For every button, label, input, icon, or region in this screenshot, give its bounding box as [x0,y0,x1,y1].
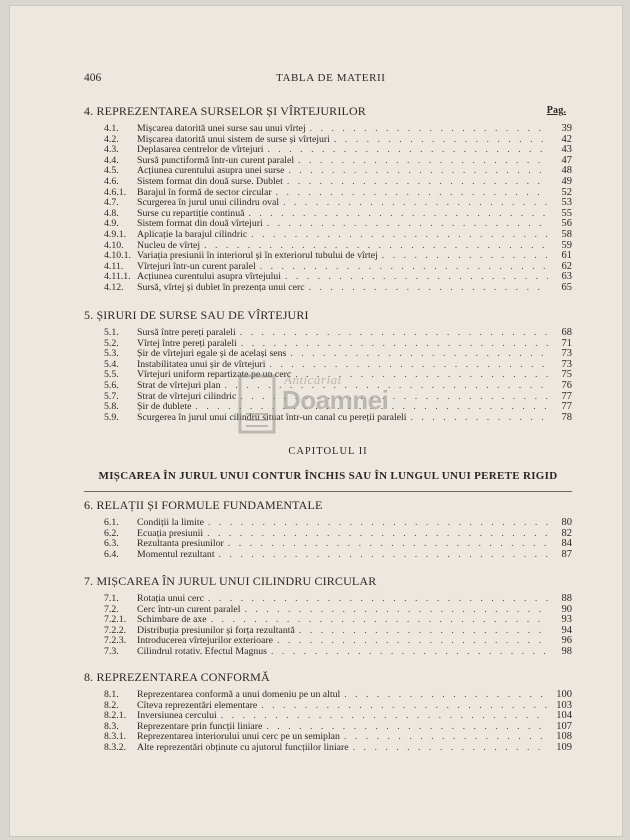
entry-number: 4.4. [104,154,119,166]
entry-page-number: 80 [561,517,572,528]
watermark [238,372,398,442]
entry-page-number: 77 [561,390,572,402]
entry-title: Șir de vîrtejuri egale și de același sens [137,348,287,360]
entry-title: Reprezentare prin funcții liniare [137,720,263,732]
dot-leader [285,272,548,283]
entry-number: 6.3. [104,538,119,550]
dot-leader [309,283,548,294]
entry-page-number: 71 [561,337,572,349]
entry-title: Rezultanta presiunilor [137,538,224,550]
entry-page-number: 109 [556,741,572,753]
toc-entry [104,518,572,529]
entry-page-number: 73 [561,358,572,370]
entry-page-number: 88 [561,593,572,604]
entry-page-number: 65 [561,281,572,293]
dot-leader [290,349,548,360]
dot-leader [241,339,548,350]
toc-entry-list [84,690,572,754]
entry-title: Introducerea vîrtejurilor exterioare [137,635,273,647]
toc-section-4 [84,104,572,294]
dot-leader [244,605,548,616]
chapter-title: MIȘCAREA ÎN JURUL UNUI CONTUR ÎNCHIS SAU ÎN LUNGUL UNUI PERETE RIGID [98,470,558,482]
entry-title: Vîrtejuri uniform repartizate pe un cerc [137,369,292,381]
toc-entry [104,283,572,294]
section-title [84,574,572,590]
entry-title: Strat de vîrtejuri cilindric [137,390,237,402]
entry-page-number: 100 [556,689,572,700]
section-title-text: 8. REPREZENTAREA CONFORMĂ [84,670,270,684]
dot-leader [298,156,548,167]
dot-leader [344,732,548,743]
entry-number: 5.1. [104,327,119,338]
toc-entry [104,594,572,605]
entry-number: 5.6. [104,379,119,391]
pag-column-label: Pag. [546,105,566,116]
entry-page-number: 63 [561,271,572,283]
entry-page-number: 56 [561,218,572,230]
section-title-text: 7. MIȘCAREA ÎN JURUL UNUI CILINDRU CIRCULAR [84,574,377,588]
entry-title: Vîrtej între pereți paraleli [137,337,237,349]
entry-number: 7.2.1. [104,614,127,626]
section-title [84,104,572,120]
section-title [84,308,572,324]
entry-number: 5.3. [104,348,119,360]
entry-number: 8.3. [104,720,119,732]
entry-page-number: 75 [561,369,572,381]
dot-leader [334,135,548,146]
entry-number: 5.2. [104,337,119,349]
section-title [84,670,572,686]
entry-number: 8.2. [104,699,119,711]
entry-page-number: 43 [561,144,572,156]
entry-number: 7.3. [104,645,119,657]
entry-page-number: 108 [556,731,572,743]
entry-page-number: 107 [556,720,572,732]
entry-number: 4.11. [104,260,124,272]
toc-entry-list [84,124,572,294]
dot-leader [277,636,548,647]
entry-number: 4.10. [104,239,124,251]
dot-leader [310,124,548,135]
entry-title: Acțiunea curentului asupra vîrtejului [137,271,281,283]
entry-title: Condiții la limite [137,517,204,528]
section-title-text: 5. ȘIRURI DE SURSE SAU DE VÎRTEJURI [84,308,309,322]
entry-page-number: 73 [561,348,572,360]
dot-leader [267,145,548,156]
entry-page-number: 53 [561,197,572,209]
entry-page-number: 61 [561,250,572,262]
entry-page-number: 84 [561,538,572,550]
dot-leader [221,711,548,722]
entry-title: Reprezentarea conformă a unui domeniu pe un altul [137,689,341,700]
entry-title: Cilindrul rotativ. Efectul Magnus [137,645,267,657]
entry-title: Scurgerea în jurul unui cilindru situat într-un canal cu pereții paraleli [137,411,407,423]
entry-page-number: 39 [561,123,572,134]
dot-leader [269,360,548,371]
entry-number: 4.5. [104,165,119,177]
entry-page-number: 55 [561,207,572,219]
entry-title: Aplicație la barajul cilindric [137,228,248,240]
entry-page-number: 98 [561,645,572,657]
entry-title: Variația presiunii în interiorul și în exteriorul tubului de vîrtej [137,250,378,262]
toc-section-8 [84,670,572,754]
watermark-book-icon [238,372,278,436]
entry-title: Cîteva reprezentări elementare [137,699,258,711]
dot-leader [299,626,548,637]
dot-leader [228,539,548,550]
entry-title: Nucleu de vîrtej [137,239,201,251]
entry-number: 4.6. [104,175,119,187]
chapter-label: CAPITOLUL II [288,446,368,457]
dot-leader [251,230,548,241]
entry-number: 6.2. [104,527,119,539]
toc-entry [104,550,572,561]
entry-page-number: 58 [561,228,572,240]
entry-number: 5.5. [104,369,119,381]
entry-number: 5.8. [104,401,119,413]
entry-title: Ecuația presiunii [137,527,204,539]
entry-page-number: 68 [561,327,572,338]
entry-title: Vîrtejuri într-un curent paralel [137,260,256,272]
entry-page-number: 42 [561,133,572,145]
toc-section-7 [84,574,572,658]
dot-leader [271,647,548,658]
dot-leader [382,251,548,262]
toc-entry [104,230,572,241]
entry-title: Deplasarea centrelor de vîrtejuri [137,144,264,156]
entry-number: 4.1. [104,123,119,134]
dot-leader [267,219,548,230]
entry-title: Momentul rezultant [137,548,215,560]
entry-title: Sistem format din două vîrtejuri [137,218,263,230]
entry-number: 8.3.1. [104,731,127,743]
toc-entry [104,124,572,135]
entry-title: Sursă, vîrtej și dublet în prezența unui cerc [137,281,305,293]
toc-entry [104,690,572,701]
entry-page-number: 52 [561,186,572,198]
entry-title: Sursă între pereți paraleli [137,327,236,338]
entry-page-number: 78 [561,411,572,423]
dot-leader [283,198,548,209]
entry-number: 5.4. [104,358,119,370]
entry-number: 4.9.1. [104,228,127,240]
dot-leader [288,166,548,177]
entry-number: 7.1. [104,593,119,604]
entry-number: 4.7. [104,197,119,209]
running-title: TABLA DE MATERII [276,72,386,84]
dot-leader [276,188,548,199]
entry-title: Mișcarea datorită unui sistem de surse și vîrtejuri [137,133,330,145]
entry-number: 4.9. [104,218,119,230]
toc-entry-list [84,518,572,560]
entry-page-number: 77 [561,401,572,413]
dot-leader [248,209,548,220]
entry-page-number: 76 [561,379,572,391]
dot-leader [207,529,548,540]
entry-page-number: 96 [561,635,572,647]
entry-page-number: 47 [561,154,572,166]
entry-number: 8.1. [104,689,119,700]
entry-number: 8.3.2. [104,741,127,753]
entry-title: Șir de dublete [137,401,192,413]
entry-number: 6.4. [104,548,119,560]
toc-entry [104,647,572,658]
watermark-caption: Anticariat [284,372,342,387]
entry-number: 7.2. [104,603,119,615]
entry-title: Acțiunea curentului asupra unei surse [137,165,285,177]
section-title-text: 4. REPREZENTAREA SURSELOR ȘI VÎRTEJURILOR [84,104,366,118]
section-title [84,498,572,514]
entry-number: 4.12. [104,281,124,293]
entry-page-number: 82 [561,527,572,539]
dot-leader [208,518,548,529]
chapter-rule [84,491,572,492]
entry-number: 7.2.2. [104,624,127,636]
entry-number: 6.1. [104,517,119,528]
entry-number: 5.9. [104,411,119,423]
entry-title: Sistem format din două surse. Dublet [137,175,283,187]
entry-number: 4.2. [104,133,119,145]
entry-title: Rotația unui cerc [137,593,204,604]
entry-page-number: 59 [561,239,572,251]
entry-page-number: 94 [561,624,572,636]
entry-page-number: 48 [561,165,572,177]
toc-entry [104,328,572,339]
page-header [84,72,584,86]
entry-number: 4.8. [104,207,119,219]
dot-leader [219,550,548,561]
dot-leader [260,262,548,273]
entry-title: Sursă punctiformă într-un curent paralel [137,154,295,166]
section-title-text: 6. RELAȚII ȘI FORMULE FUNDAMENTALE [84,498,323,512]
entry-number: 8.2.1. [104,710,127,722]
page-number: 406 [84,72,102,84]
entry-title: Reprezentarea interiorului unui cerc pe un semiplan [137,731,340,743]
dot-leader [344,690,548,701]
entry-page-number: 87 [561,548,572,560]
dot-leader [287,177,548,188]
entry-page-number: 49 [561,175,572,187]
dot-leader [208,594,548,605]
entry-title: Inversiunea cercului [137,710,217,722]
dot-leader [411,413,549,424]
entry-title: Alte reprezentări obținute cu ajutorul funcțiilor liniare [137,741,349,753]
entry-title: Distribuția presiunilor și forța rezultantă [137,624,295,636]
dot-leader [353,743,548,754]
toc-section-6 [84,498,572,560]
entry-title: Surse cu repartiție continuă [137,207,245,219]
entry-title: Mișcarea datorită unei surse sau unui vîrtej [137,123,306,134]
dot-leader [240,328,548,339]
dot-leader [261,701,548,712]
entry-title: Strat de vîrtejuri plan [137,379,221,391]
entry-page-number: 104 [556,710,572,722]
entry-title: Schimbare de axe [137,614,207,626]
entry-number: 4.3. [104,144,119,156]
entry-title: Scurgerea în jurul unui cilindru oval [137,197,280,209]
toc-entry [104,743,572,754]
toc-entry [104,177,572,188]
entry-title: Cerc într-un curent paralel [137,603,241,615]
toc-entry-list [84,594,572,658]
entry-number: 4.11.1. [104,271,131,283]
entry-number: 4.10.1. [104,250,131,262]
entry-page-number: 103 [556,699,572,711]
entry-title: Instabilitatea unui șir de vîrtejuri [137,358,266,370]
entry-page-number: 93 [561,614,572,626]
entry-page-number: 62 [561,260,572,272]
watermark-name: Doamnei [282,385,389,415]
entry-title: Barajul în formă de sector circular [137,186,272,198]
entry-page-number: 90 [561,603,572,615]
entry-number: 7.2.3. [104,635,127,647]
entry-number: 5.7. [104,390,119,402]
entry-number: 4.6.1. [104,186,127,198]
chapter-heading [84,446,572,482]
